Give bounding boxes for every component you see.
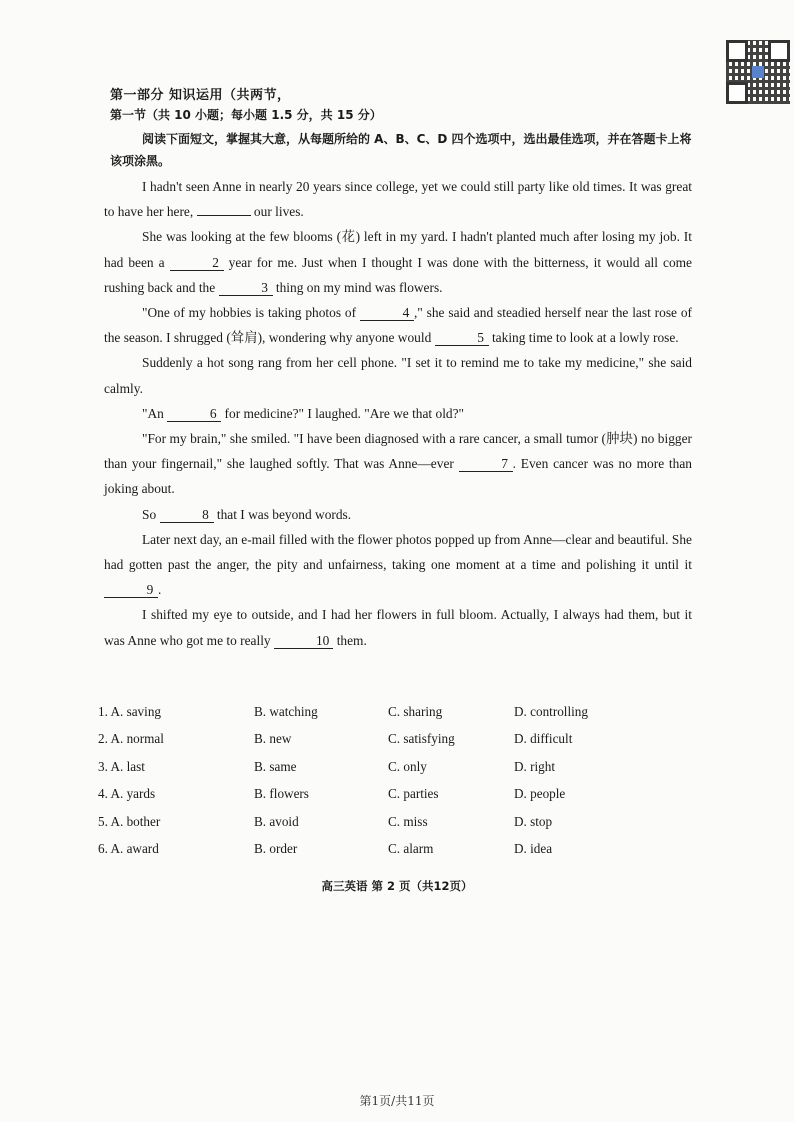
option-a: 1. A. saving	[98, 704, 162, 719]
option-d: D. people	[514, 786, 566, 802]
option-c: C. only	[388, 758, 427, 774]
answer-blank: 5	[435, 331, 489, 346]
option-row	[98, 759, 658, 786]
option-c: C. alarm	[388, 840, 434, 856]
exam-page-footer: 高三英语 第 2 页（共12页）	[321, 879, 473, 893]
option-a: 3. A. last	[98, 758, 145, 774]
option-d: D. stop	[514, 813, 553, 829]
passage-paragraph: "One of my hobbies is taking photos of 4 ," she said and steadied herself near the last rose of the season. I shrugged (耸肩), wondering why anyone would 5 taking time to look at a lowly rose.	[104, 305, 693, 346]
option-c: C. satisfying	[388, 731, 455, 747]
option-a: 5. A. bother	[98, 813, 161, 829]
option-b: B. avoid	[254, 813, 299, 829]
section-title: 第一节（共 10 小题；每小题 1.5 分，共 15 分）	[110, 108, 382, 122]
passage-paragraph: So 8 that I was beyond words.	[142, 506, 352, 522]
answer-blank: 10	[274, 634, 333, 649]
option-b: B. order	[254, 840, 298, 856]
answer-blank: 2	[170, 256, 224, 271]
option-b: B. same	[254, 758, 297, 774]
option-c: C. parties	[388, 786, 439, 802]
answer-blank: 7	[459, 457, 513, 472]
answer-blank: 4	[360, 306, 414, 321]
option-d: D. difficult	[514, 731, 573, 747]
option-row	[98, 704, 658, 731]
answer-blank: 8	[160, 508, 214, 523]
passage-paragraph: "For my brain," she smiled. "I have been diagnosed with a rare cancer, a small tumor (肿块) no bigger than your fingernail," she laughed softly. That was Anne—ever 7 . Even cancer was no more than joking about.	[104, 431, 692, 497]
answer-blank	[197, 215, 251, 216]
option-d: D. controlling	[514, 704, 588, 719]
passage-paragraph: "An 6 for medicine?" I laughed. "Are we that old?"	[142, 405, 465, 421]
passage-paragraph: Suddenly a hot song rang from her cell phone. "I set it to remind me to take my medicine," she said calmly.	[104, 355, 692, 396]
option-a: 6. A. award	[98, 840, 159, 856]
option-row	[98, 786, 658, 813]
passage-paragraph: Later next day, an e-mail filled with the flower photos popped up from Anne—clear and beautiful. She had gotten past the anger, the pity and unfairness, taking one moment at a time and polishing it until it 9 .	[104, 531, 692, 598]
cloze-passage	[104, 174, 692, 653]
option-b: B. flowers	[254, 786, 309, 802]
option-b: B. watching	[254, 704, 318, 719]
qr-code-icon	[726, 40, 790, 104]
answer-blank: 6	[167, 407, 221, 422]
option-row	[98, 841, 658, 868]
option-b: B. new	[254, 731, 292, 747]
option-d: D. idea	[514, 840, 553, 856]
option-d: D. right	[514, 758, 556, 774]
passage-paragraph: I hadn't seen Anne in nearly 20 years since college, yet we could still party like old times. It was great to have her here, our lives.	[104, 179, 692, 220]
option-row	[98, 814, 658, 841]
option-c: C. sharing	[388, 704, 443, 719]
passage-paragraph: She was looking at the few blooms (花) left in my yard. I hadn't planted much after losing my job. It had been a 2 year for me. Just when I thought I was done with the bitterness, it would all come rushing back and the 3 thing on my mind was flowers.	[104, 229, 692, 295]
passage-paragraph: I shifted my eye to outside, and I had her flowers in full bloom. Actually, I always had them, but it was Anne who got me to really 10 them.	[104, 607, 692, 648]
pdf-page-counter: 第1页/共11页	[359, 1094, 435, 1108]
answer-blank: 9	[104, 583, 158, 598]
option-row	[98, 731, 658, 758]
instructions: 阅读下面短文，掌握其大意，从每题所给的 A、B、C、D 四个选项中，选出最佳选项，并在答题卡上将该项涂黑。	[110, 132, 692, 168]
answer-blank: 3	[219, 281, 273, 296]
option-c: C. miss	[388, 813, 428, 829]
option-a: 2. A. normal	[98, 731, 164, 747]
part-title: 第一部分 知识运用（共两节，	[110, 88, 291, 103]
answer-options	[98, 704, 658, 868]
option-a: 4. A. yards	[98, 786, 156, 802]
